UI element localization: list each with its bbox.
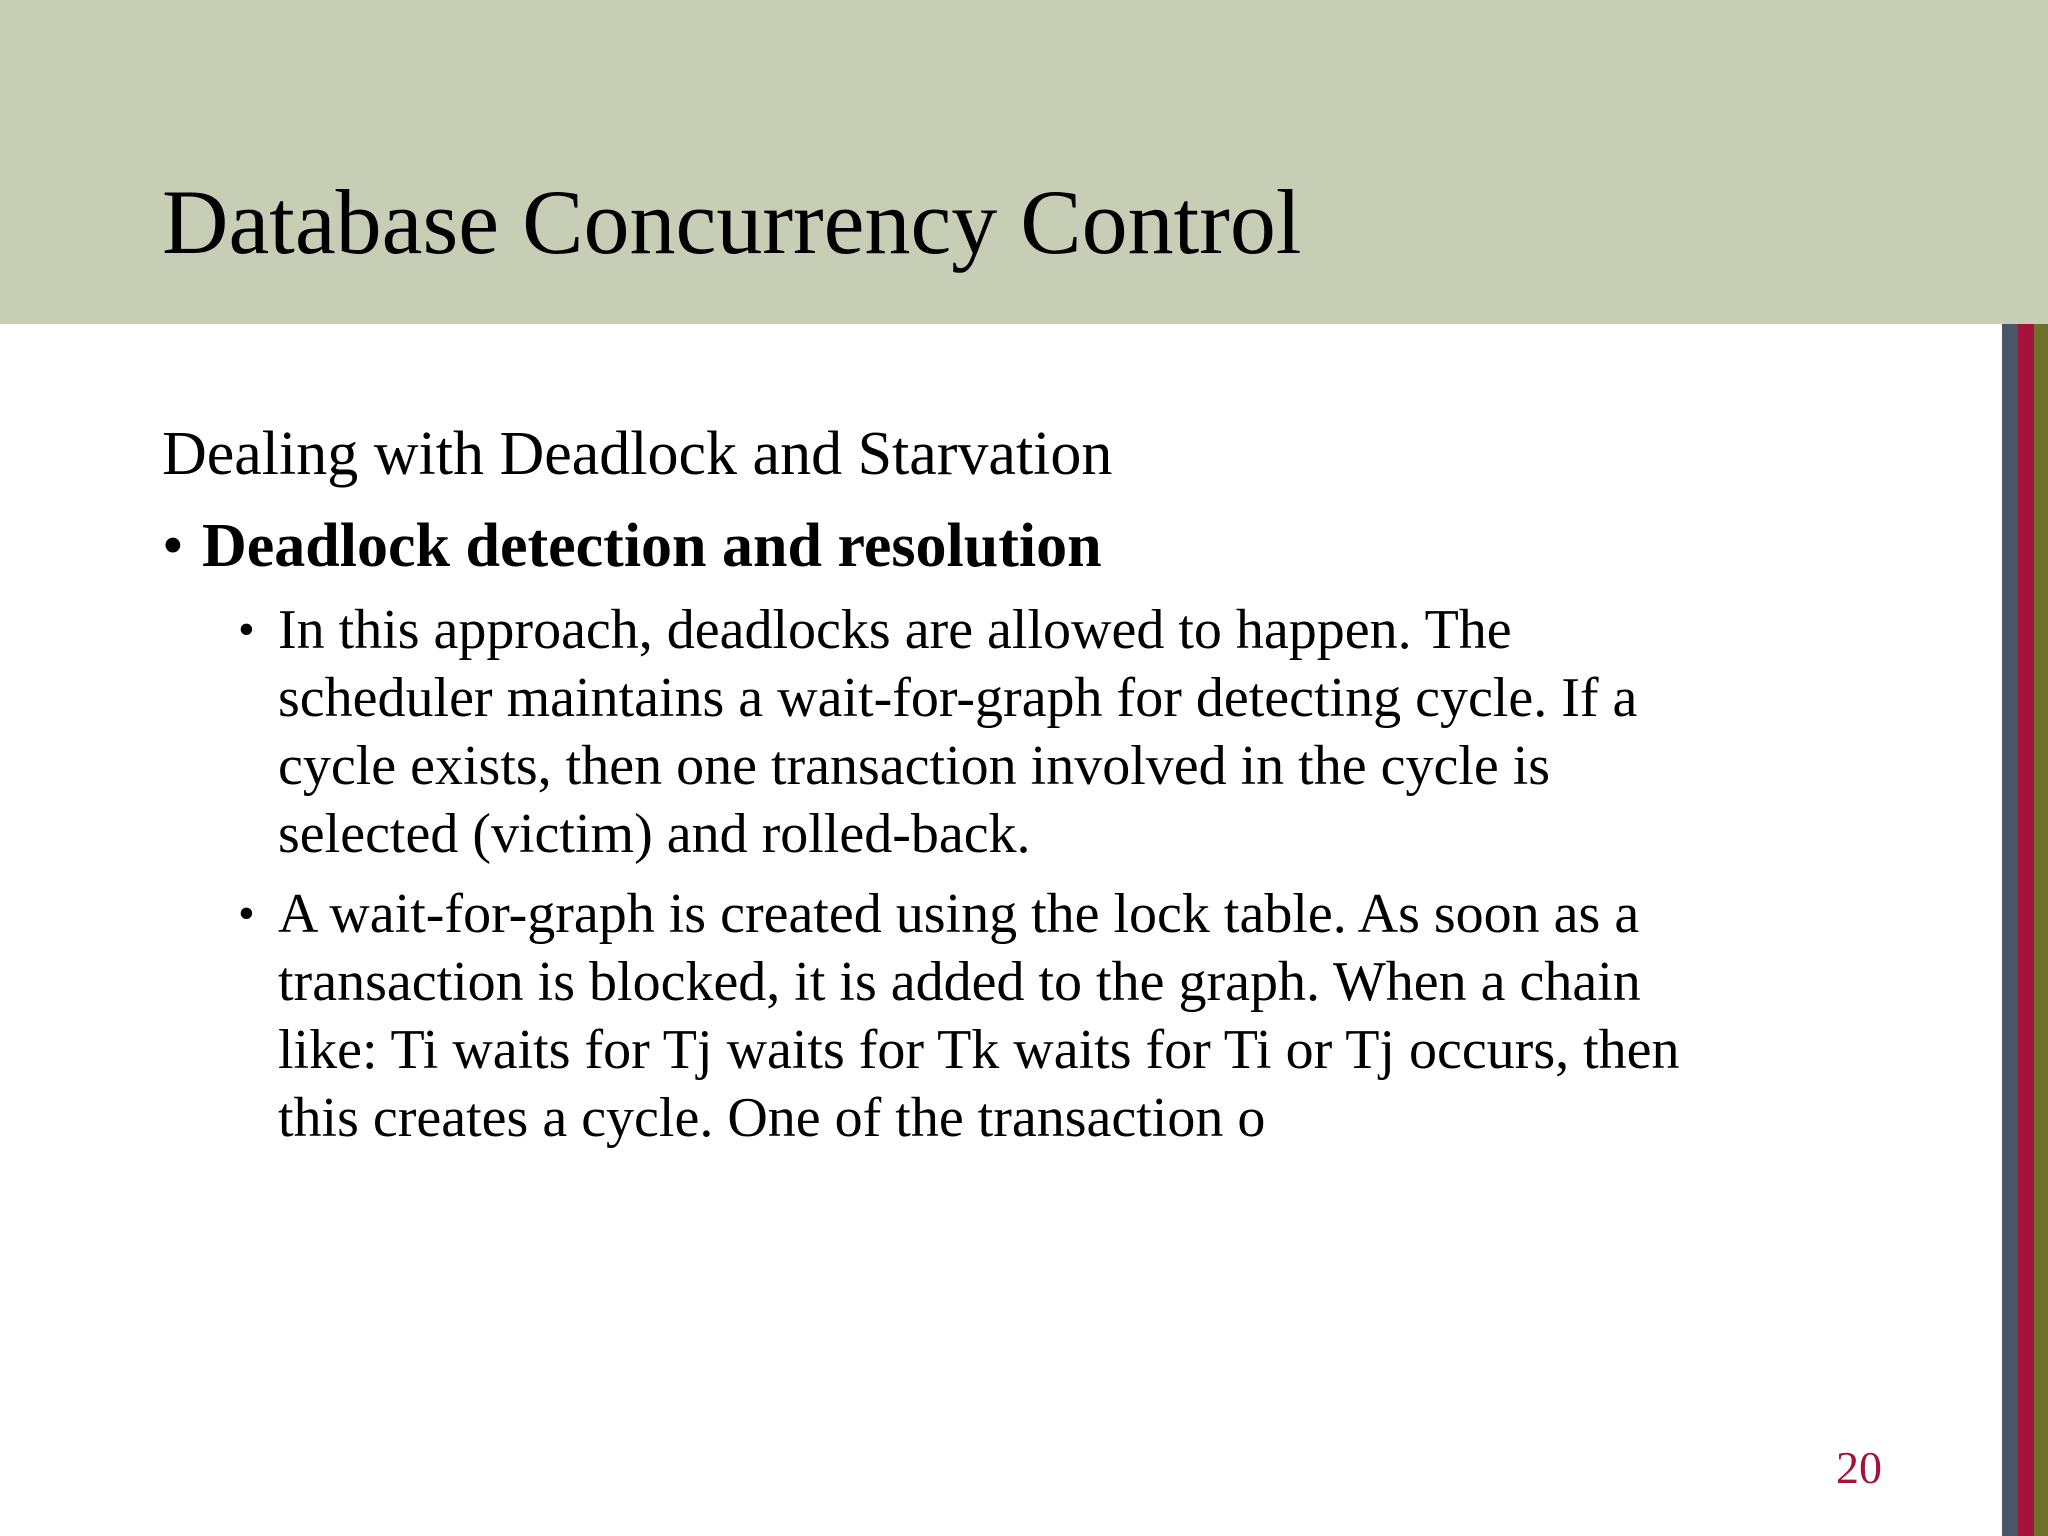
slide-title: Database Concurrency Control (162, 171, 1302, 273)
page-number: 20 (1836, 1442, 1882, 1493)
bullet-text-line: scheduler maintains a wait-for-graph for detecting cycle. If a (278, 667, 1638, 729)
bullet-level2-list (162, 596, 1962, 1152)
accent-stripe-crimson (2018, 324, 2034, 1536)
bullet-level2-item (162, 596, 1962, 868)
bullet-text-line: In this approach, deadlocks are allowed to happen. The (278, 599, 1512, 661)
bullet-level1 (162, 510, 1962, 582)
bullet-dot-icon: • (162, 512, 184, 580)
bullet-text-line: cycle exists, then one transaction involved in the cycle is (278, 735, 1551, 797)
bullet-level2-item (162, 880, 1962, 1152)
bullet-text-line: selected (victim) and rolled-back. (278, 803, 1031, 865)
slide-body (162, 418, 1962, 1164)
bullet-text-line: this creates a cycle. One of the transaction o (278, 1087, 1266, 1149)
bullet-level1-text: Deadlock detection and resolution (202, 512, 1102, 580)
bullet-dot-icon: • (238, 887, 255, 940)
bullet-text-line: like: Ti waits for Tj waits for Tk waits for Ti or Tj occurs, then (278, 1019, 1680, 1081)
accent-stripe-slate (2002, 324, 2018, 1536)
title-band (0, 0, 2048, 324)
bullet-dot-icon: • (238, 603, 255, 656)
bullet-text-line: A wait-for-graph is created using the lock table. As soon as a (278, 883, 1640, 945)
slide-subtitle: Dealing with Deadlock and Starvation (162, 420, 1113, 488)
accent-stripe-olive (2034, 324, 2048, 1536)
bullet-text-line: transaction is blocked, it is added to the graph. When a chain (278, 951, 1641, 1013)
